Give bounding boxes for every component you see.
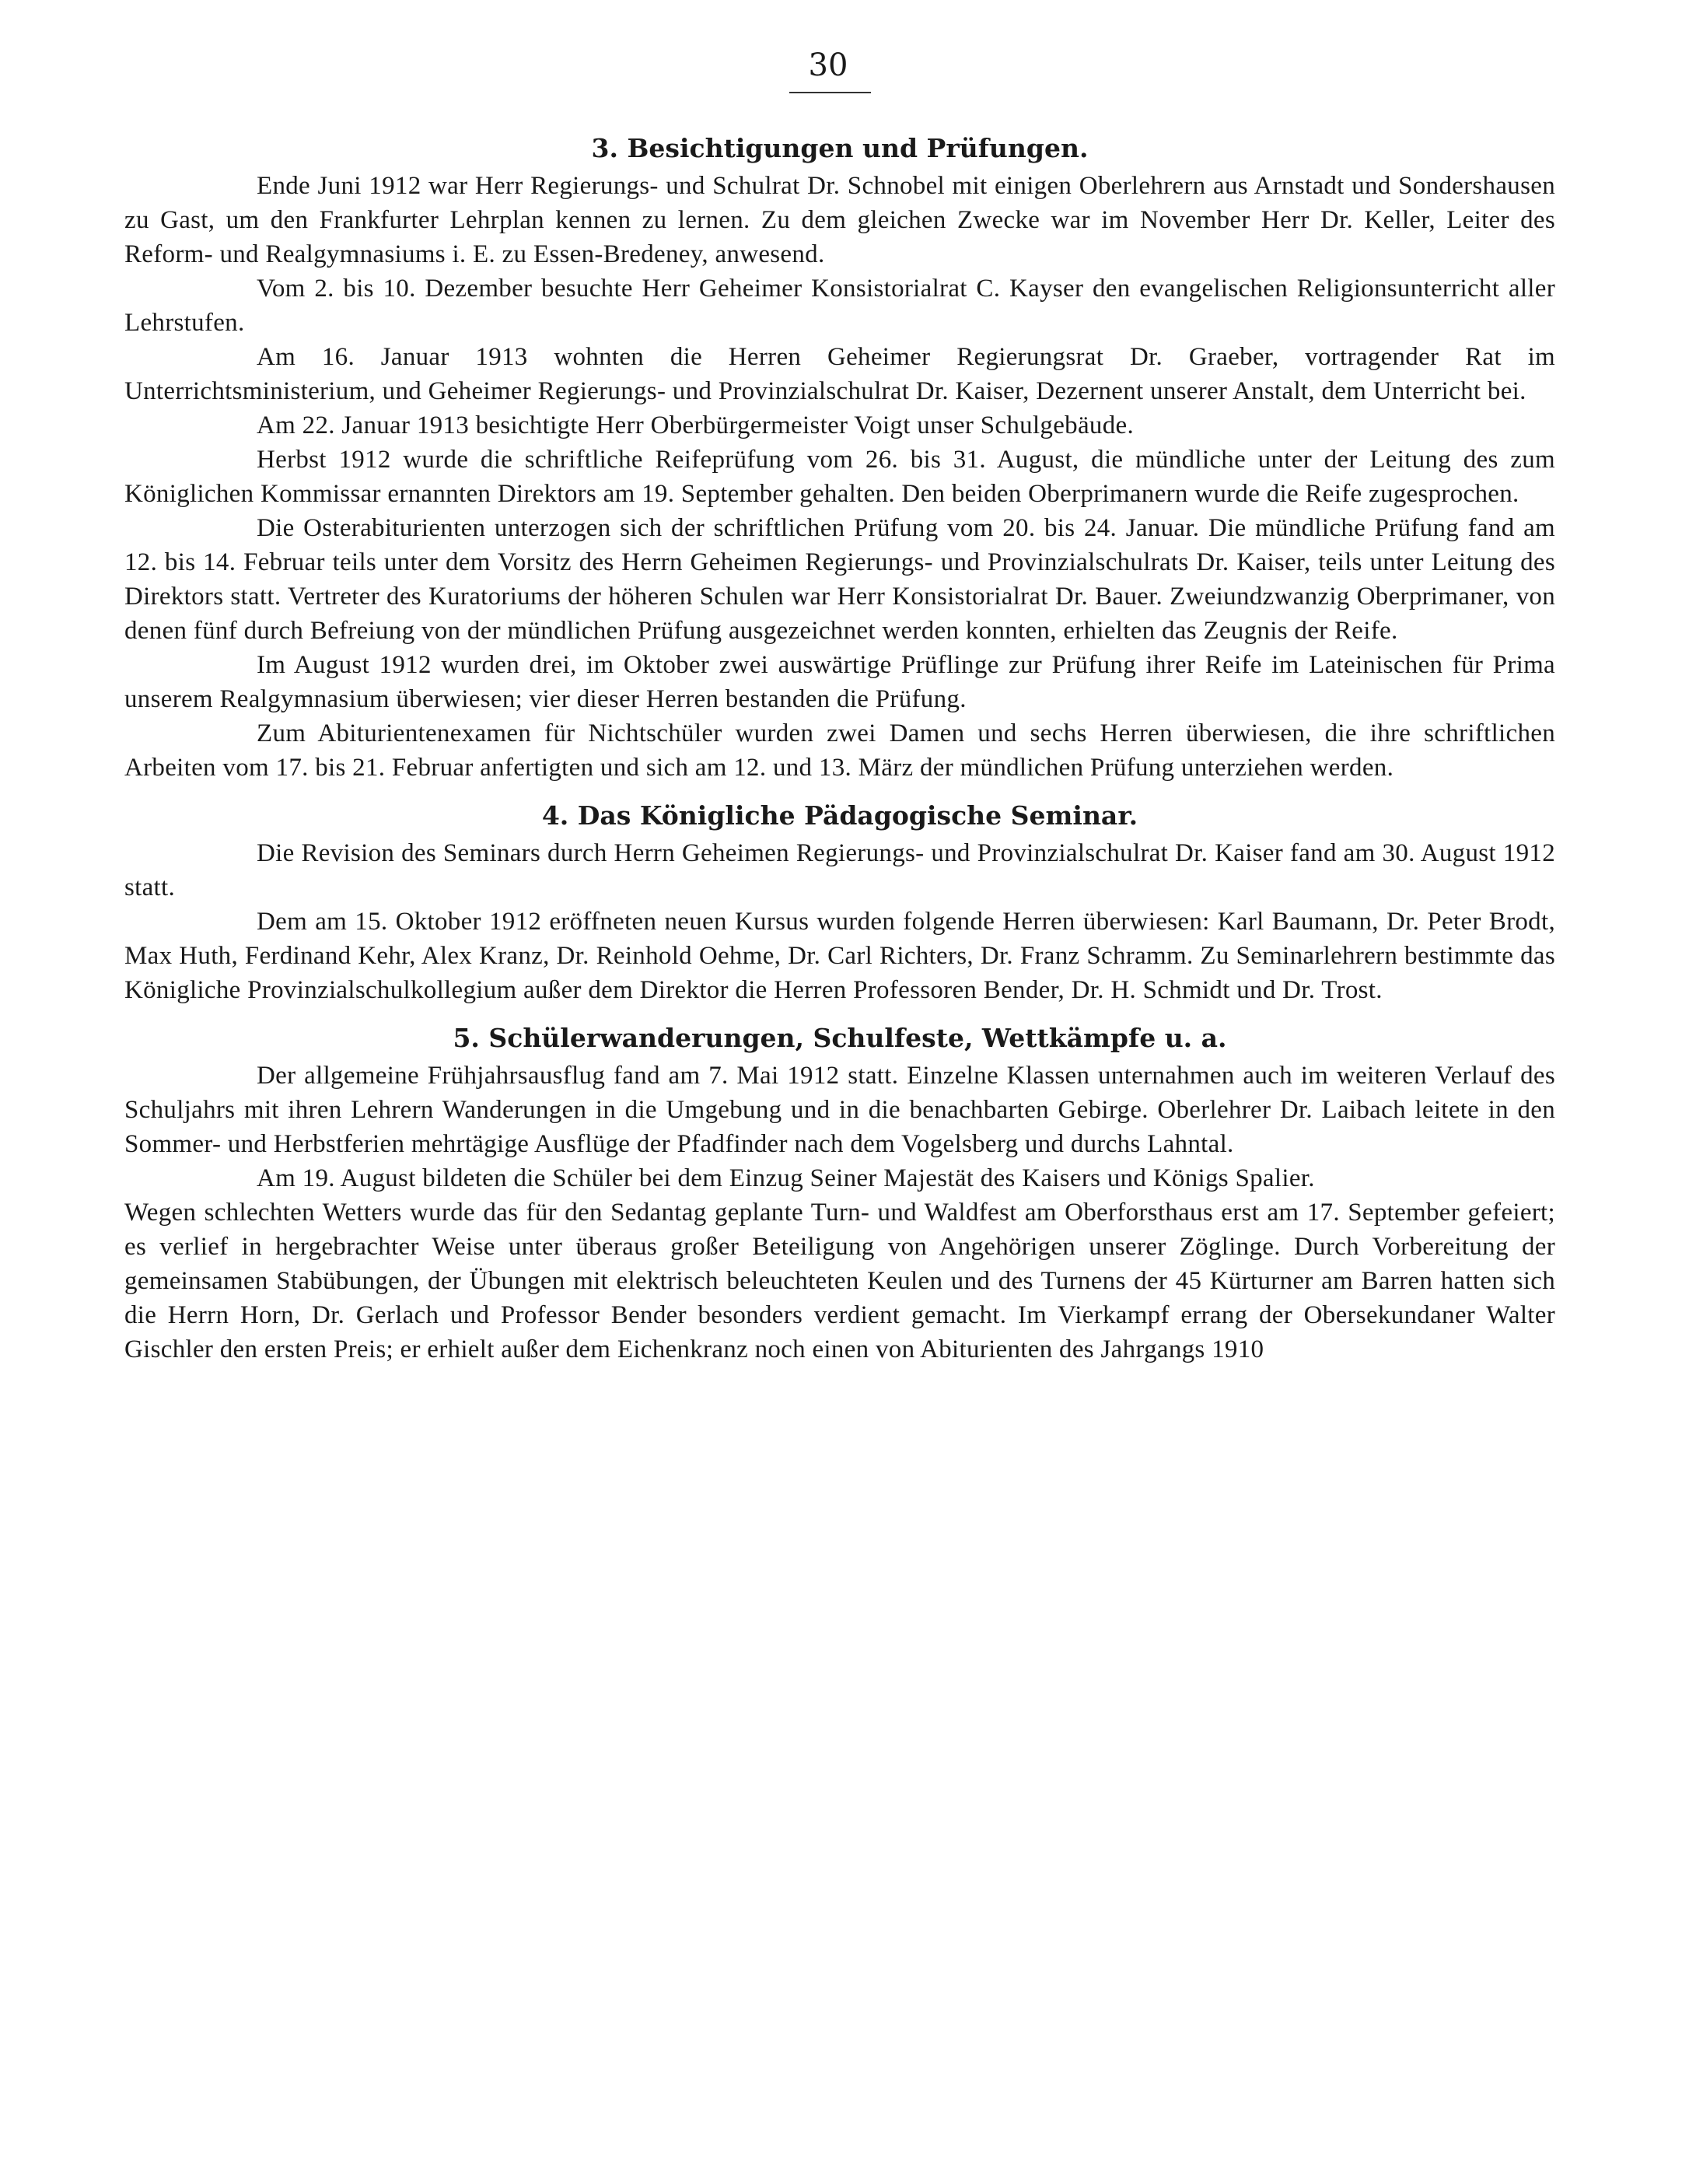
paragraph: Am 22. Januar 1913 besichtigte Herr Oberbürgermeister Voigt unser Schulgebäude. bbox=[257, 411, 1135, 439]
paragraph: Zum Abiturientenexamen für Nichtschüler wurden zwei Damen und sechs Herren überwiesen, die ihre schriftlichen Arbeiten vom 17. bis 21. Februar anfertigten und sich am 12. und 13. März der mündlichen Prüfung unterziehen werden. bbox=[124, 719, 1555, 782]
paragraph: Im August 1912 wurden drei, im Oktober zwei auswärtige Prüflinge zur Prüfung ihrer Reife im Lateinischen für Prima unserem Realgymnasium überwiesen; vier dieser Herren bestanden die Prüfung. bbox=[124, 651, 1555, 713]
paragraph: Die Osterabiturienten unterzogen sich der schriftlichen Prüfung vom 20. bis 24. Januar. Die mündliche Prüfung fand am 12. bis 14. Februar teils unter dem Vorsitz des Herrn Geheimen Regierungs- und Provinzialschulrats Dr. Kaiser, teils unter Leitung des Direktors statt. Vertreter des Kuratoriums der höheren Schulen war Herr Konsistorialrat Dr. Bauer. Zweiundzwanzig Oberprimaner, von denen fünf durch Befreiung von der mündlichen Prüfung ausgezeichnet werden konnten, erhielten das Zeugnis der Reife. bbox=[124, 514, 1555, 645]
section-heading-4: 4. Das Königliche Pädagogische Seminar. bbox=[541, 800, 1138, 831]
paragraph: Die Revision des Seminars durch Herrn Geheimen Regierungs- und Provinzialschulrat Dr. Kaiser fand am 30. August 1912 statt. bbox=[124, 839, 1555, 901]
page-number: 30 bbox=[808, 47, 848, 83]
paragraph: Ende Juni 1912 war Herr Regierungs- und Schulrat Dr. Schnobel mit einigen Oberlehrern aus Arnstadt und Sondershausen zu Gast, um den Frankfurter Lehrplan kennen zu lernen. Zu dem gleichen Zwecke war im November Herr Dr. Keller, Leiter des Reform- und Realgymnasiums i. E. zu Essen-Bredeney, anwesend. bbox=[124, 172, 1555, 268]
page-body bbox=[124, 128, 1555, 1367]
section-heading-3: 3. Besichtigungen und Prüfungen. bbox=[591, 133, 1089, 163]
paragraph: Dem am 15. Oktober 1912 eröffneten neuen Kursus wurden folgende Herren überwiesen: Karl Baumann, Dr. Peter Brodt, Max Huth, Ferdinand Kehr, Alex Kranz, Dr. Reinhold Oehme, Dr. Carl Richters, Dr. Franz Schramm. Zu Seminarlehrern bestimmte das Königliche Provinzialschulkollegium außer dem Direktor die Herren Professoren Bender, Dr. H. Schmidt und Dr. Trost. bbox=[124, 908, 1555, 1004]
paragraph: Am 19. August bildeten die Schüler bei dem Einzug Seiner Majestät des Kaisers und Königs Spalier. bbox=[257, 1164, 1315, 1192]
page-number-rule bbox=[789, 92, 871, 93]
paragraph: Vom 2. bis 10. Dezember besuchte Herr Geheimer Konsistorialrat C. Kayser den evangelischen Religionsunterricht aller Lehrstufen. bbox=[124, 275, 1555, 337]
paragraph: Der allgemeine Frühjahrsausflug fand am 7. Mai 1912 statt. Einzelne Klassen unternahmen auch im weiteren Verlauf des Schuljahrs mit ihren Lehrern Wanderungen in die Umgebung und in die benachbarten Gebirge. Oberlehrer Dr. Laibach leitete in den Sommer- und Herbstferien mehrtägige Ausflüge der Pfadfinder nach dem Vogelsberg und durchs Lahntal. bbox=[124, 1062, 1555, 1158]
paragraph: Wegen schlechten Wetters wurde das für den Sedantag geplante Turn- und Waldfest am Oberforsthaus erst am 17. September gefeiert; es verlief in hergebrachter Weise unter überaus großer Beteiligung von Angehörigen unserer Zöglinge. Durch Vorbereitung der gemeinsamen Stabübungen, der Übungen mit elektrisch beleuchteten Keulen und des Turnens der 45 Kürturner am Barren hatten sich die Herrn Horn, Dr. Gerlach und Professor Bender besonders verdient gemacht. Im Vierkampf errang der Obersekundaner Walter Gischler den ersten Preis; er erhielt außer dem Eichenkranz noch einen von Abiturienten des Jahrgangs 1910 bbox=[124, 1199, 1555, 1363]
paragraph: Herbst 1912 wurde die schriftliche Reifeprüfung vom 26. bis 31. August, die mündliche unter der Leitung des zum Königlichen Kommissar ernannten Direktors am 19. September gehalten. Den beiden Oberprimanern wurde die Reife zugesprochen. bbox=[124, 446, 1555, 508]
section-heading-5: 5. Schülerwanderungen, Schulfeste, Wettkämpfe u. a. bbox=[453, 1023, 1227, 1053]
paragraph: Am 16. Januar 1913 wohnten die Herren Geheimer Regierungsrat Dr. Graeber, vortragender Rat im Unterrichtsministerium, und Geheimer Regierungs- und Provinzialschulrat Dr. Kaiser, Dezernent unserer Anstalt, dem Unterricht bei. bbox=[124, 343, 1555, 405]
